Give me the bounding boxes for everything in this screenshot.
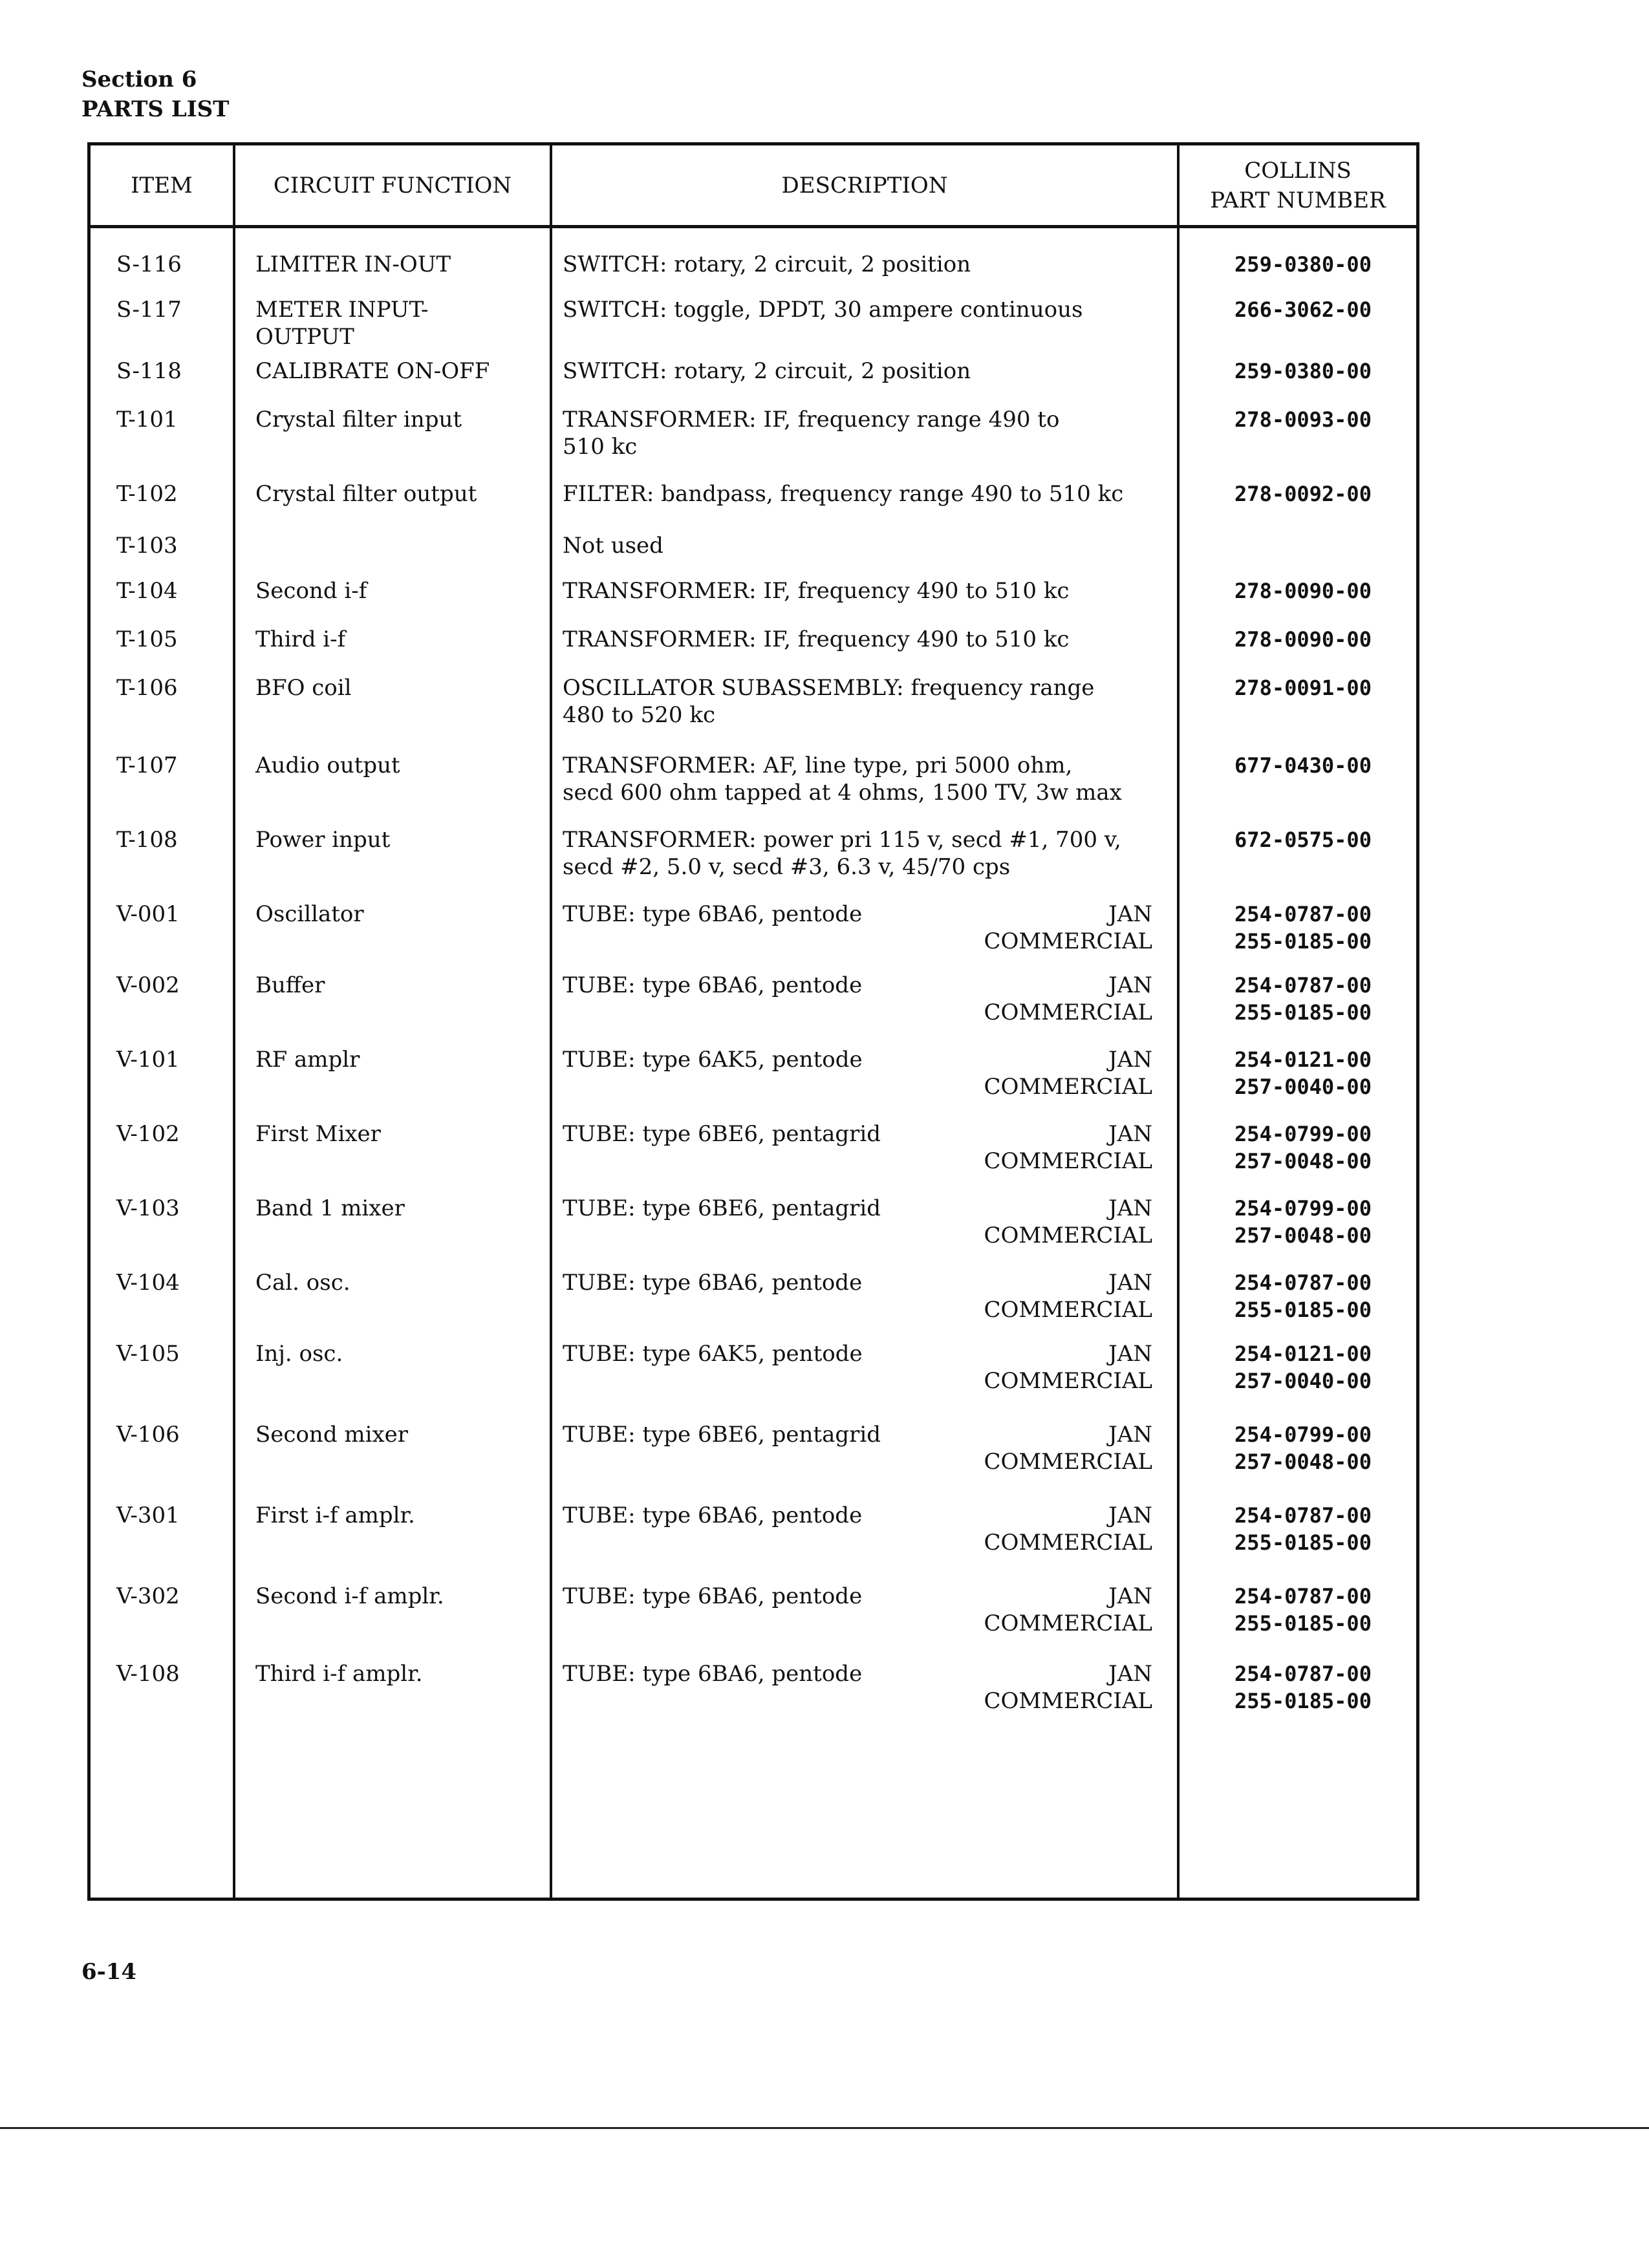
grade-cell: JAN COMMERCIAL <box>984 1503 1152 1556</box>
grade-cell: JAN COMMERCIAL <box>984 1195 1152 1248</box>
item-cell: T-107 <box>116 753 178 778</box>
part-number-cell: 259-0380-00 <box>1234 359 1372 383</box>
part-number-cell: 254-0799-00 257-0048-00 <box>1234 1422 1372 1474</box>
circuit-function-cell: Second i-f <box>255 578 367 604</box>
item-cell: V-101 <box>116 1047 180 1073</box>
description-cell: Not used <box>563 533 663 559</box>
description-cell: TUBE: type 6BE6, pentagrid <box>563 1422 881 1448</box>
description-cell: TUBE: type 6BE6, pentagrid <box>563 1195 881 1221</box>
item-cell: V-103 <box>116 1195 180 1221</box>
part-number-cell: 278-0090-00 <box>1234 627 1372 652</box>
part-number-cell: 254-0799-00 257-0048-00 <box>1234 1122 1372 1173</box>
part-number-cell: 278-0093-00 <box>1234 407 1372 432</box>
grade-cell: JAN COMMERCIAL <box>984 1047 1152 1100</box>
item-cell: T-102 <box>116 481 178 507</box>
circuit-function-cell: METER INPUT- OUTPUT <box>255 297 429 350</box>
part-number-cell: 254-0121-00 257-0040-00 <box>1234 1342 1372 1393</box>
parts-table <box>87 142 1419 1901</box>
item-cell: T-108 <box>116 827 178 853</box>
item-cell: V-302 <box>116 1583 180 1609</box>
description-cell: SWITCH: toggle, DPDT, 30 ampere continuous <box>563 297 1083 323</box>
circuit-function-cell: Crystal filter output <box>255 481 477 507</box>
part-number-cell: 677-0430-00 <box>1234 753 1372 778</box>
circuit-function-cell: Second i-f amplr. <box>255 1583 444 1609</box>
description-cell: TRANSFORMER: IF, frequency 490 to 510 kc <box>563 626 1070 652</box>
item-cell: T-103 <box>116 533 178 559</box>
part-number-cell: 266-3062-00 <box>1234 297 1372 322</box>
part-number-cell: 254-0799-00 257-0048-00 <box>1234 1196 1372 1248</box>
column-header-item: ITEM <box>131 172 193 198</box>
circuit-function-cell: Oscillator <box>255 901 364 927</box>
description-cell: SWITCH: rotary, 2 circuit, 2 position <box>563 358 971 384</box>
part-number-cell: 278-0092-00 <box>1234 482 1372 506</box>
circuit-function-cell: First i-f amplr. <box>255 1503 415 1528</box>
page-number: 6-14 <box>81 1959 137 1985</box>
circuit-function-cell: Crystal filter input <box>255 407 462 433</box>
description-cell: TUBE: type 6BA6, pentode <box>563 972 863 998</box>
item-cell: V-104 <box>116 1270 180 1296</box>
column-header-part-number: COLLINS PART NUMBER <box>1210 157 1386 213</box>
item-cell: T-106 <box>116 675 178 701</box>
description-cell: TUBE: type 6BA6, pentode <box>563 1503 863 1528</box>
circuit-function-cell: BFO coil <box>255 675 352 701</box>
circuit-function-cell: Buffer <box>255 972 325 998</box>
circuit-function-cell: RF amplr <box>255 1047 360 1073</box>
description-cell: SWITCH: rotary, 2 circuit, 2 position <box>563 251 971 277</box>
description-cell: TUBE: type 6BA6, pentode <box>563 901 863 927</box>
grade-cell: JAN COMMERCIAL <box>984 972 1152 1025</box>
page-header <box>81 65 230 124</box>
description-cell: OSCILLATOR SUBASSEMBLY: frequency range 480 to 520 kc <box>563 675 1095 728</box>
part-number-cell: 254-0787-00 255-0185-00 <box>1234 1503 1372 1555</box>
description-cell: TUBE: type 6BA6, pentode <box>563 1661 863 1687</box>
header-divider <box>91 225 1416 228</box>
item-cell: V-105 <box>116 1341 180 1367</box>
circuit-function-cell: Audio output <box>255 753 400 778</box>
part-number-cell: 259-0380-00 <box>1234 252 1372 277</box>
description-cell: TUBE: type 6AK5, pentode <box>563 1047 863 1073</box>
item-cell: V-001 <box>116 901 180 927</box>
section-label: Section 6 <box>81 67 197 92</box>
item-cell: V-102 <box>116 1121 180 1147</box>
circuit-function-cell: LIMITER IN-OUT <box>255 251 451 277</box>
part-number-cell: 254-0787-00 255-0185-00 <box>1234 902 1372 954</box>
circuit-function-cell: Power input <box>255 827 391 853</box>
item-cell: V-301 <box>116 1503 180 1528</box>
column-header-description: DESCRIPTION <box>781 172 948 198</box>
description-cell: TUBE: type 6BA6, pentode <box>563 1270 863 1296</box>
circuit-function-cell: Inj. osc. <box>255 1341 343 1367</box>
description-cell: TUBE: type 6BE6, pentagrid <box>563 1121 881 1147</box>
item-cell: V-106 <box>116 1422 180 1448</box>
item-cell: T-104 <box>116 578 178 604</box>
item-cell: S-117 <box>116 297 182 323</box>
grade-cell: JAN COMMERCIAL <box>984 1270 1152 1323</box>
circuit-function-cell: Third i-f <box>255 626 346 652</box>
item-cell: S-118 <box>116 358 182 384</box>
grade-cell: JAN COMMERCIAL <box>984 1661 1152 1714</box>
description-cell: FILTER: bandpass, frequency range 490 to 510 kc <box>563 481 1124 507</box>
part-number-cell: 278-0091-00 <box>1234 676 1372 700</box>
bottom-rule <box>0 2127 1649 2129</box>
circuit-function-cell: Band 1 mixer <box>255 1195 405 1221</box>
item-cell: V-108 <box>116 1661 180 1687</box>
description-cell: TRANSFORMER: AF, line type, pri 5000 ohm, secd 600 ohm tapped at 4 ohms, 1500 TV, 3w max <box>563 753 1122 806</box>
grade-cell: JAN COMMERCIAL <box>984 1121 1152 1174</box>
grade-cell: JAN COMMERCIAL <box>984 1422 1152 1475</box>
part-number-cell: 254-0787-00 255-0185-00 <box>1234 1662 1372 1713</box>
column-header-circuit-function: CIRCUIT FUNCTION <box>273 172 512 198</box>
column-divider <box>233 145 235 1898</box>
description-cell: TUBE: type 6AK5, pentode <box>563 1341 863 1367</box>
part-number-cell: 254-0121-00 257-0040-00 <box>1234 1047 1372 1099</box>
circuit-function-cell: Third i-f amplr. <box>255 1661 423 1687</box>
description-cell: TRANSFORMER: IF, frequency 490 to 510 kc <box>563 578 1070 604</box>
part-number-cell: 254-0787-00 255-0185-00 <box>1234 1270 1372 1322</box>
circuit-function-cell: First Mixer <box>255 1121 381 1147</box>
grade-cell: JAN COMMERCIAL <box>984 1341 1152 1394</box>
grade-cell: JAN COMMERCIAL <box>984 901 1152 954</box>
item-cell: S-116 <box>116 251 182 277</box>
description-cell: TRANSFORMER: IF, frequency range 490 to 510 kc <box>563 407 1060 460</box>
grade-cell: JAN COMMERCIAL <box>984 1583 1152 1636</box>
part-number-cell: 254-0787-00 255-0185-00 <box>1234 973 1372 1025</box>
part-number-cell: 278-0090-00 <box>1234 579 1372 603</box>
item-cell: T-105 <box>116 626 178 652</box>
page-title: PARTS LIST <box>81 96 230 122</box>
part-number-cell: 672-0575-00 <box>1234 828 1372 852</box>
circuit-function-cell: Cal. osc. <box>255 1270 350 1296</box>
circuit-function-cell: Second mixer <box>255 1422 409 1448</box>
circuit-function-cell: CALIBRATE ON-OFF <box>255 358 490 384</box>
description-cell: TRANSFORMER: power pri 115 v, secd #1, 700 v, secd #2, 5.0 v, secd #3, 6.3 v, 45/70 cps <box>563 827 1121 880</box>
part-number-cell: 254-0787-00 255-0185-00 <box>1234 1584 1372 1636</box>
item-cell: T-101 <box>116 407 178 433</box>
item-cell: V-002 <box>116 972 180 998</box>
description-cell: TUBE: type 6BA6, pentode <box>563 1583 863 1609</box>
